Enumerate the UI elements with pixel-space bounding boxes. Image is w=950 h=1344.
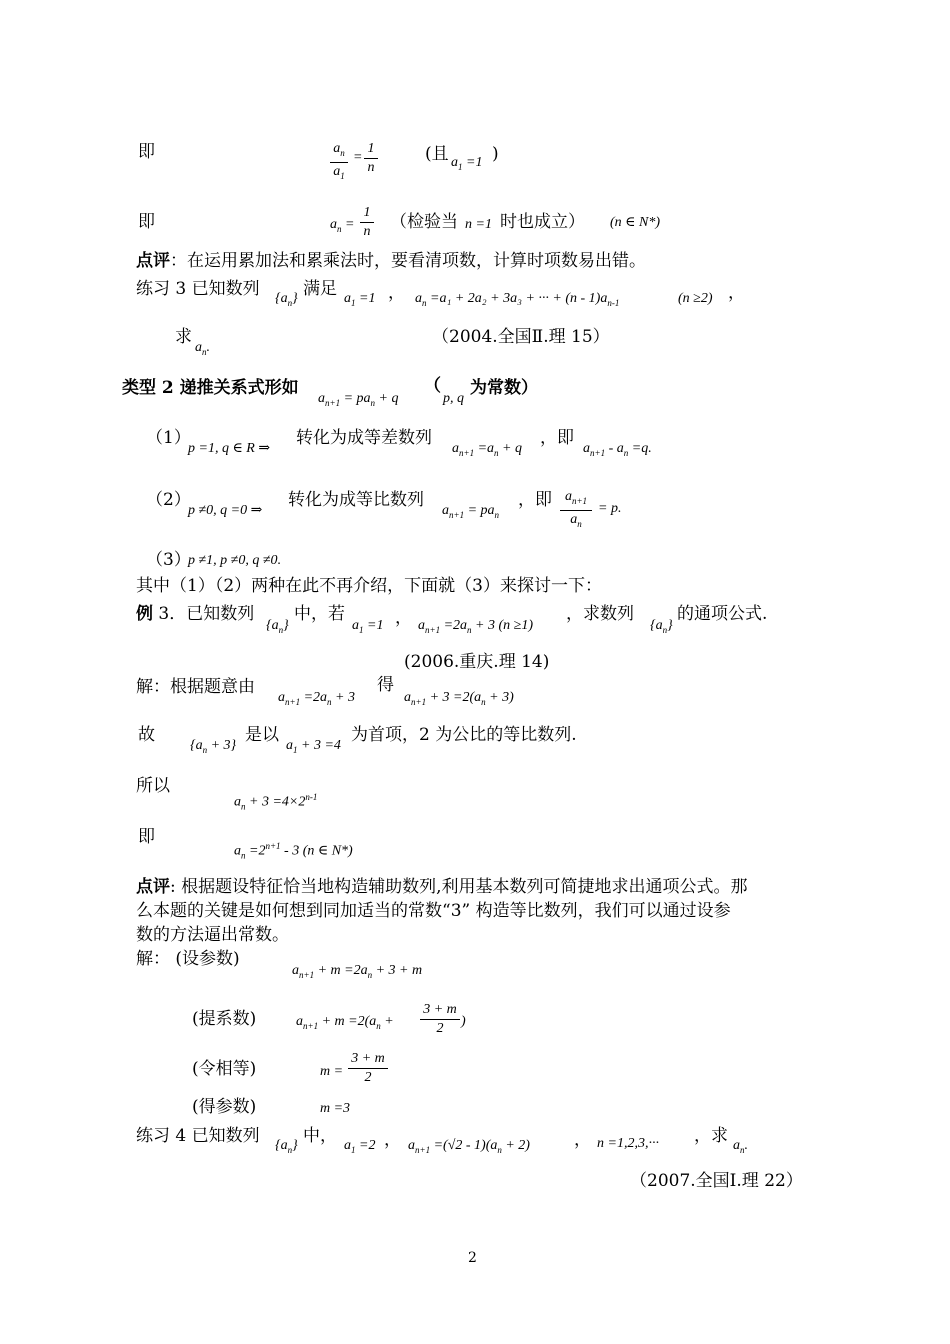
text-general-term: 的通项公式. <box>677 604 768 624</box>
math-an-sum: $a_n =a_1 + 2a_2 + 3a_3$ + ··· + $(n - 1)a_{n-1}$ <box>415 291 620 308</box>
math-eq-p: = p. <box>598 501 622 516</box>
math-step-1: $a_{n+1} + m =2a_n + 3 + m$ <box>292 963 423 980</box>
comment-line: 点评：在运用累加法和累乘法时，要看清项数，计算时项数易出错。 <box>136 251 646 271</box>
math-step-3: m = <box>320 1064 344 1079</box>
math-seq-an: $\{a_n\}$ <box>275 291 298 308</box>
text-first-term: 为首项，2 为公比的等比数列. <box>351 725 577 745</box>
math-p1: p =1, q ∈ R ⇒ <box>188 441 271 456</box>
math-recur-given: $a_{n+1} =2a_n + 3$ <box>278 690 355 707</box>
label-ji-2: 即 <box>138 212 155 232</box>
math-seq-an-2: $\{a_n\}$ <box>266 618 289 635</box>
text-qiu-2: ，求 <box>694 1126 728 1146</box>
math-a1-eq-1: $a_1 =1$ <box>451 155 483 172</box>
fraction-1-over-n-2: $\frac{1}{n}$ <box>360 204 374 241</box>
comma-4: ， <box>574 1130 591 1150</box>
math-seq-an-3: $\{a_n\}$ <box>650 618 673 635</box>
label-ji-1: 即 <box>138 142 155 162</box>
math-recur-shift: $a_{n+1} + 3 =2(a_n + 3)$ <box>404 690 514 707</box>
check-text-end: 时也成立） <box>500 212 585 232</box>
math-cond-3: p ≠1, p ≠0, q ≠0. <box>188 553 282 568</box>
check-text: （检验当 <box>390 212 458 232</box>
solution-start: 解：根据题意由 <box>136 677 255 697</box>
paren-qie: (且 <box>425 144 449 164</box>
math-recurrence: $a_{n+1} = pa_n + q$ <box>318 391 399 408</box>
text-manzu: 满足 <box>303 279 337 299</box>
math-an-target: $a_n$. <box>733 1138 748 1155</box>
math-recur-ex4: $a_{n+1} =(√2 - 1)(a_n + 2)$ <box>408 1138 530 1155</box>
paren-open-bold: （ <box>424 376 441 396</box>
step-set-param: 解： (设参数) <box>136 949 240 969</box>
math-arith-seq: $a_{n+1} =a_n + q$ <box>452 441 522 458</box>
math-a1-eq-2: $a_1 =2$ <box>344 1138 376 1155</box>
exercise-3-label: 练习 3 已知数列 <box>136 279 260 299</box>
comment-2-line-1: 点评: 根据题设特征恰当地构造辅助数列,利用基本数列可简捷地求出通项公式。那 <box>136 877 748 897</box>
intro-text: 其中（1）（2）两种在此不再介绍，下面就（3）来探讨一下： <box>136 576 602 596</box>
text-gu: 故 <box>138 725 155 745</box>
text-zhong-ruo: 中，若 <box>294 604 345 624</box>
math-n-range: n =1,2,3,··· <box>597 1136 659 1151</box>
fraction-an-over-a1: $\frac{a_n}{a_1}$ <box>330 140 348 185</box>
text-zhong: 中， <box>303 1126 337 1146</box>
math-domain: (n ∈ N*) <box>610 215 661 230</box>
math-a1-eq-1-c: $a_1 =1$ <box>352 618 384 635</box>
example-3-label: 例 3．已知数列 <box>136 604 255 624</box>
math-recur-ex3: $a_{n+1} =2a_n + 3$ (n ≥1) <box>418 618 533 635</box>
math-a1-eq-1-b: $a_1 =1$ <box>344 291 376 308</box>
fraction-step-3: $\frac{3 + m}{2}$ <box>348 1050 388 1087</box>
section-heading-type2: 类型 2 递推关系式形如 <box>122 378 299 398</box>
paren-close-step-2: ) <box>461 1014 466 1029</box>
text-suoyi: 所以 <box>136 776 170 796</box>
math-n-eq-1: n =1 <box>465 217 492 232</box>
exercise-4-label: 练习 4 已知数列 <box>136 1126 260 1146</box>
math-an-q: $a_n$. <box>195 340 210 357</box>
math-an-plus-3-expr: $a_n + 3 =4\times 2^{n-1}$ <box>234 792 318 812</box>
text-de: 得 <box>377 675 394 695</box>
math-step-4: m =3 <box>320 1101 351 1116</box>
text-shiyi: 是以 <box>245 725 279 745</box>
math-step-2: $a_{n+1} + m =2(a_n$ + <box>296 1014 394 1031</box>
comma-3: ， <box>384 1130 401 1150</box>
math-seq-an-4: $\{a_n\}$ <box>275 1138 298 1155</box>
comma-end: ， <box>728 283 745 303</box>
text-qiu-shulie: ，求数列 <box>566 604 634 624</box>
text-ji-1: ，即 <box>540 428 574 448</box>
item-2-label: （2） <box>146 490 191 510</box>
equals-sign: = <box>353 150 363 165</box>
math-diff: $a_{n+1} - a_n =q$. <box>583 441 652 458</box>
math-an-final: $a_n =2^{n+1} - 3$ (n ∈ N*) <box>234 841 353 861</box>
fraction-1-over-n: $\frac{1}{n}$ <box>364 140 378 177</box>
step-equate: (令相等) <box>192 1059 257 1079</box>
step-factor: (提系数) <box>192 1009 257 1029</box>
source-2004: （2004.全国Ⅱ.理 15） <box>432 327 610 347</box>
text-arith: 转化为成等差数列 <box>296 428 432 448</box>
item-3-label: （3） <box>146 550 191 570</box>
label-ji-3: 即 <box>138 827 155 847</box>
math-p-ne-0: p ≠0, q =0 ⇒ <box>188 503 263 518</box>
comment-2-line-3: 数的方法逼出常数。 <box>136 925 289 945</box>
math-an: $a_n$ = <box>330 217 355 234</box>
comma: ， <box>388 283 405 303</box>
source-2007: （2007.全国Ⅰ.理 22） <box>630 1171 803 1191</box>
comma-2: ， <box>395 608 412 628</box>
math-pq: p, q <box>443 391 464 406</box>
fraction-ratio: $\frac{a_{n+1}}{a_n}$ <box>560 488 592 533</box>
page-number: 2 <box>468 1250 477 1266</box>
text-geo: 转化为成等比数列 <box>288 490 424 510</box>
text-qiu: 求 <box>175 327 192 347</box>
text-ji-2: ，即 <box>518 490 552 510</box>
fraction-step-2: $\frac{3 + m}{2}$ <box>420 1001 460 1038</box>
heading-end: 为常数） <box>470 378 538 398</box>
paren-close: ) <box>492 144 499 164</box>
math-geo-seq: $a_{n+1} = pa_n$ <box>442 503 500 520</box>
comment-2-line-2: 么本题的关键是如何想到同加适当的常数“3” 构造等比数列，我们可以通过设参 <box>136 901 731 921</box>
source-2006: (2006.重庆.理 14) <box>404 652 550 672</box>
math-seq-an-plus-3: $\{a_n + 3\}$ <box>190 738 237 755</box>
item-1-label: （1） <box>146 428 191 448</box>
math-n-ge-2: (n ≥2) <box>678 291 713 306</box>
math-a1-plus-3: $a_1 + 3 =4$ <box>286 738 341 755</box>
step-result: (得参数) <box>192 1097 257 1117</box>
